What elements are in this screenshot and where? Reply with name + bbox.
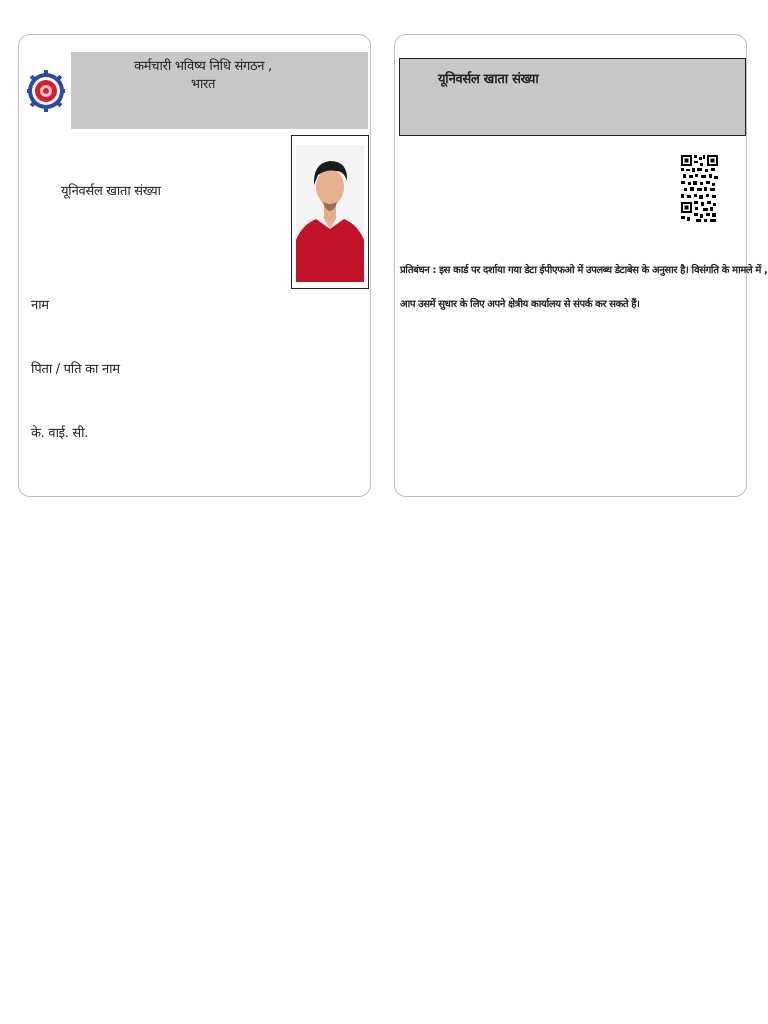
qr-code-icon	[681, 155, 718, 224]
organization-name: कर्मचारी भविष्य निधि संगठन , भारत	[134, 59, 272, 92]
photo-frame	[291, 135, 369, 289]
kyc-label: के. वाई. सी.	[31, 426, 89, 441]
uan-title: यूनिवर्सल खाता संख्या	[438, 72, 539, 87]
uan-label: यूनिवर्सल खाता संख्या	[61, 184, 161, 199]
organization-header-band	[71, 52, 368, 129]
uan-card-front	[18, 34, 371, 497]
name-label: नाम	[31, 298, 49, 313]
profile-photo	[296, 145, 364, 282]
father-spouse-name-label: पिता / पति का नाम	[31, 362, 120, 377]
disclaimer-line-1: प्रतिबंधन : इस कार्ड पर दर्शाया गया डेटा ईपीएफओ में उपलब्ध डेटाबेस के अनुसार है। विसंगति के मामले में ,	[400, 265, 768, 276]
uan-card-back	[394, 34, 768, 497]
uan-header-band	[399, 58, 746, 136]
epfo-logo-icon	[27, 57, 65, 125]
disclaimer-line-2: आप उसमें सुधार के लिए अपने क्षेत्रीय कार्यालय से संपर्क कर सकते हैं।	[400, 299, 640, 310]
